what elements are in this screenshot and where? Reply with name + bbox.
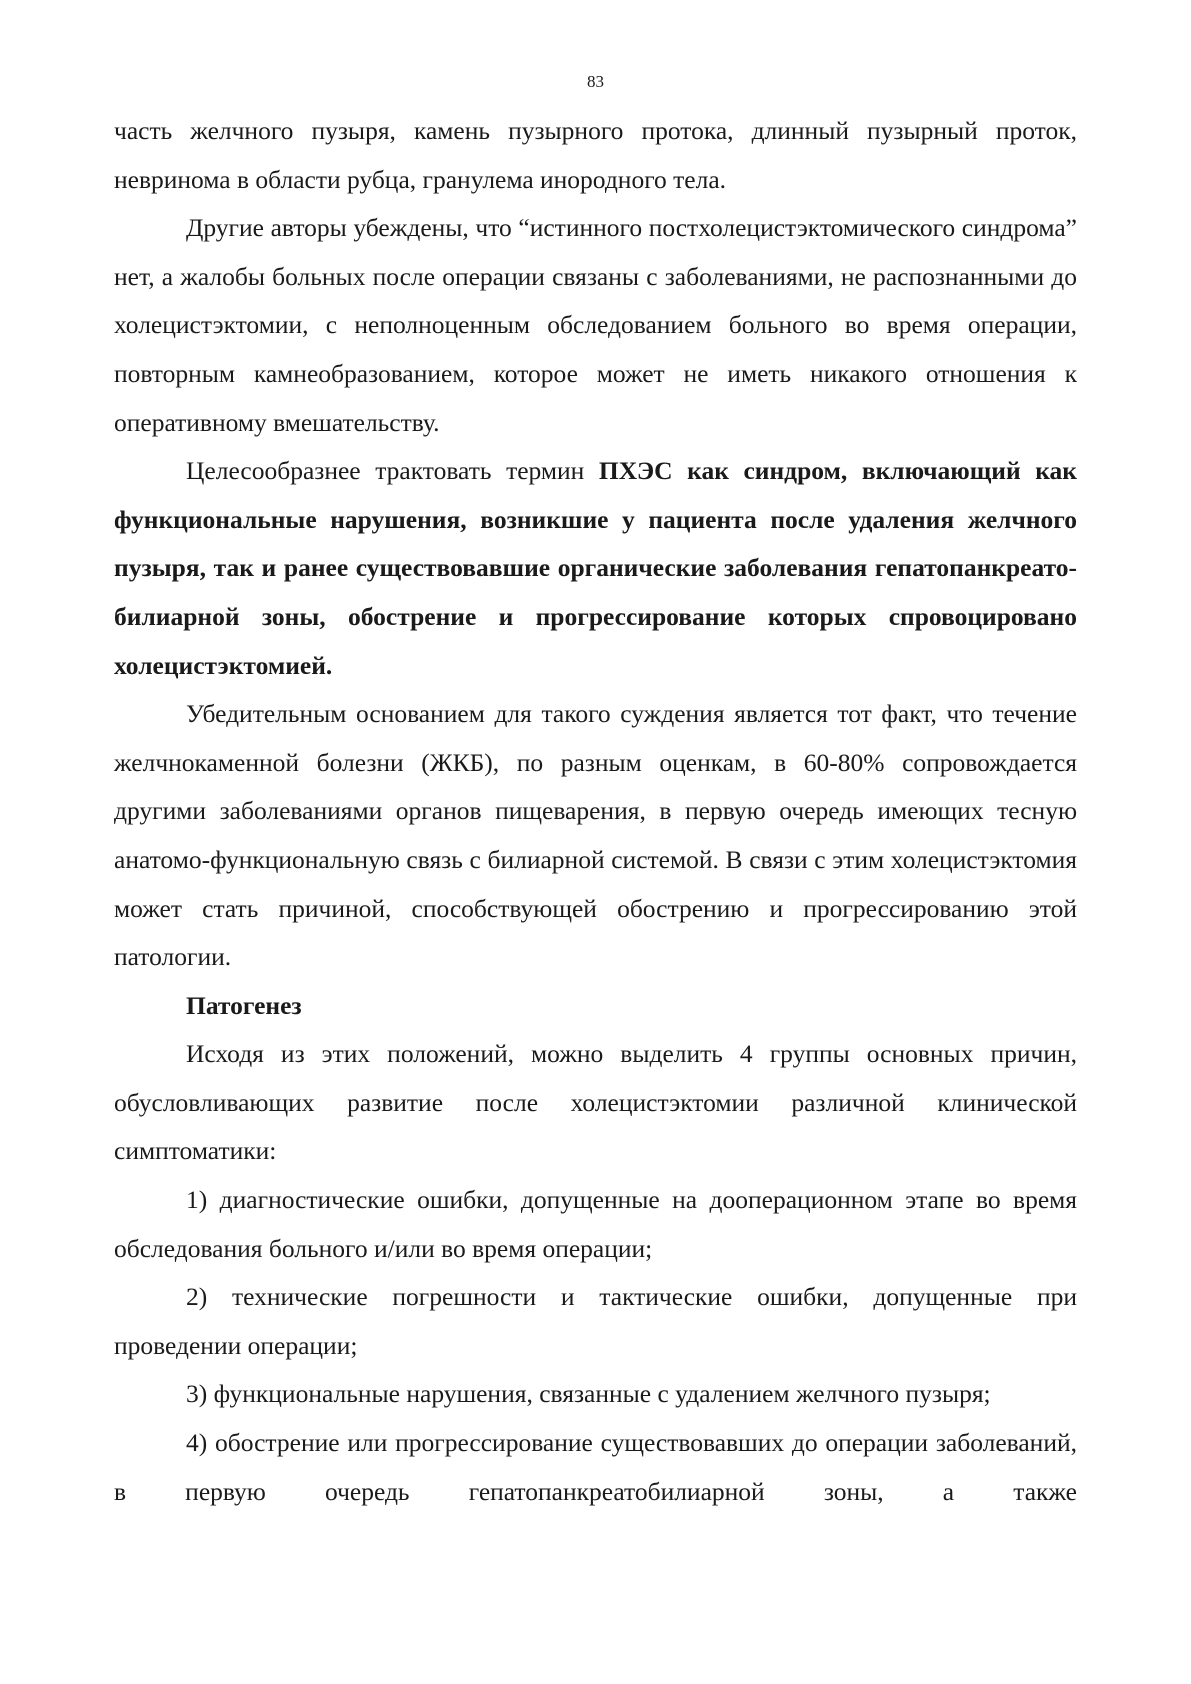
list-item-1: 1) диагностические ошибки, допущенные на дооперационном этапе во время обследования больного и/или во время операции;: [114, 1185, 1077, 1263]
list-item-3: 3) функциональные нарушения, связанные с удалением желчного пузыря;: [186, 1379, 991, 1409]
definition-bold-text: ПХЭС как синдром, включающий как функциональные нарушения, возникшие у пациента после удаления желчного пузыря, так и ранее существовавшие органические заболевания гепатопанкреато-билиарной зоны, обострение и прогрессирование которых спровоцировано холецистэктомией.: [114, 456, 1077, 680]
paragraph-cause-groups: Исходя из этих положений, можно выделить 4 группы основных причин, обусловливающих развитие после холецистэктомии различной клинической симптоматики:: [114, 1039, 1077, 1166]
definition-lead-text: Целесообразнее трактовать термин: [186, 456, 599, 486]
paragraph-reasoning: Убедительным основанием для такого суждения является тот факт, что течение желчнокаменной болезни (ЖКБ), по разным оценкам, в 60-80% сопровождается другими заболеваниями органов пищеварения, в первую очередь имеющих тесную анатомо-функциональную связь с билиарной системой. В связи с этим холецистэктомия может стать причиной, способствующей обострению и прогрессированию этой патологии.: [114, 699, 1077, 972]
paragraph-other-authors: Другие авторы убеждены, что “истинного постхолецистэктомического синдрома” нет, а жалобы больных после операции связаны с заболеваниями, не распознанными до холецистэктомии, с неполноценным обследованием больного во время операции, повторным камнеобразованием, которое может не иметь никакого отношения к оперативному вмешательству.: [114, 213, 1077, 437]
paragraph-continuation: часть желчного пузыря, камень пузырного протока, длинный пузырный проток, невринома в области рубца, гранулема инородного тела.: [114, 116, 1077, 194]
page-number: 83: [587, 72, 604, 91]
list-item-2: 2) технические погрешности и тактические ошибки, допущенные при проведении операции;: [114, 1282, 1077, 1360]
list-item-4: 4) обострение или прогрессирование существовавших до операции заболеваний, в первую очередь гепатопанкреатобилиарной зоны, а также: [114, 1428, 1077, 1506]
paragraph-definition: [114, 447, 1077, 690]
text-body: [114, 107, 1077, 1516]
section-heading-pathogenesis: Патогенез: [186, 990, 302, 1020]
